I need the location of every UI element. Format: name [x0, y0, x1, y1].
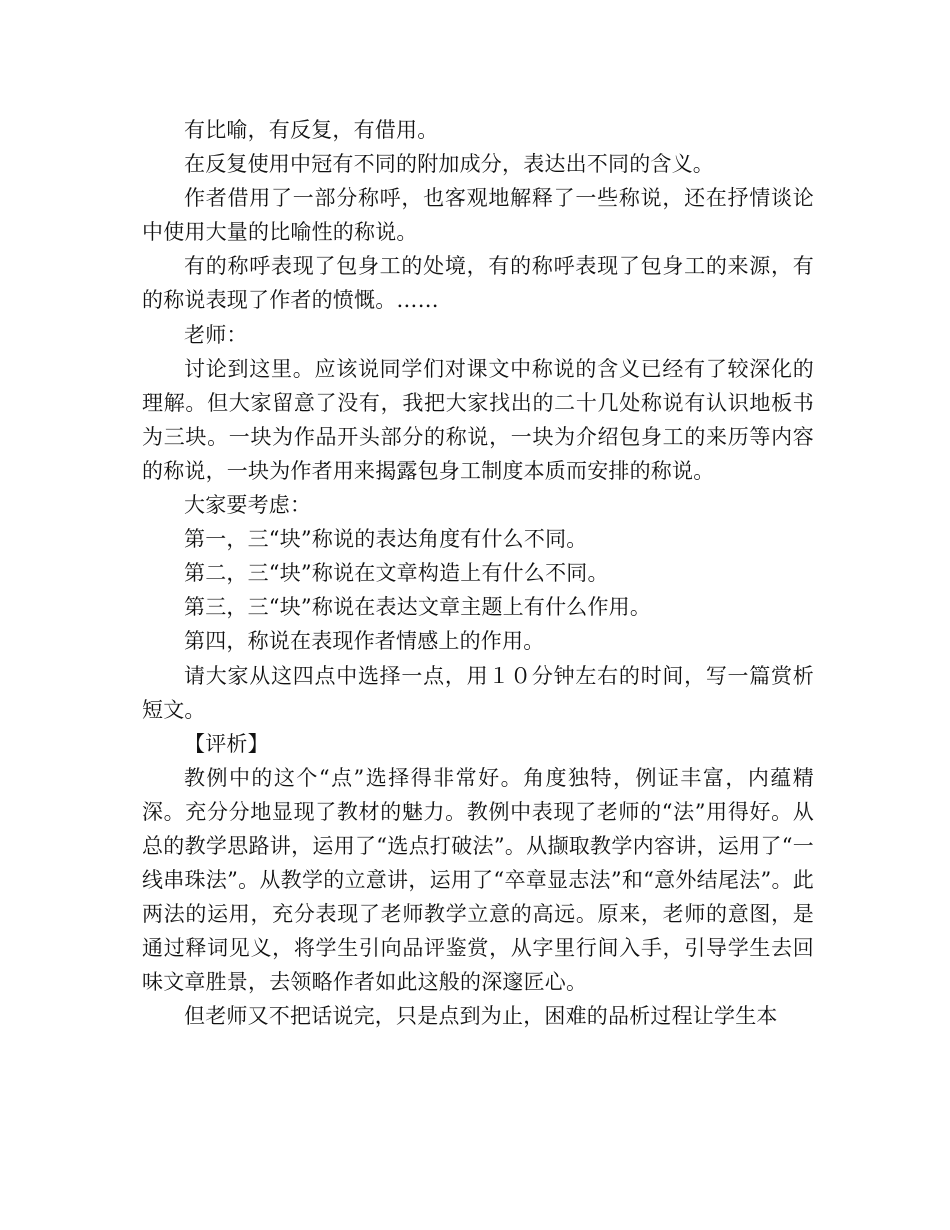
section-heading-commentary: 【评析】: [184, 731, 269, 756]
paragraph-appellations: 有的称呼表现了包身工的处境，有的称呼表现了包身工的来源，有的称说表现了作者的愤慨。……: [142, 254, 814, 313]
paragraph-repetition: 在反复使用中冠有不同的附加成分，表达出不同的含义。: [184, 152, 714, 177]
document-page: [142, 113, 814, 1034]
paragraph-point-three: 第三，三“块”称说在表达文章主题上有什么作用。: [184, 595, 652, 620]
paragraph-point-one: 第一，三“块”称说的表达角度有什么不同。: [184, 527, 588, 552]
paragraph-teacher-discussion: 讨论到这里。应该说同学们对课文中称说的含义已经有了较深化的理解。但大家留意了没有，我把大家找出的二十几处称说有认识地板书为三块。一块为作品开头部分的称说，一块为介绍包身工的来历等内容的称说，一块为作者用来揭露包身工制度本质而安排的称说。: [142, 356, 814, 483]
paragraph-teacher-label: 老师：: [184, 322, 248, 347]
paragraph-assignment: 请大家从这四点中选择一点，用１０分钟左右的时间，写一篇赏析短文。: [142, 663, 814, 722]
paragraph-closing: 但老师又不把话说完，只是点到为止，困难的品析过程让学生本: [184, 1004, 778, 1029]
paragraph-point-four: 第四，称说在表现作者情感上的作用。: [184, 629, 545, 654]
paragraph-consider-label: 大家要考虑：: [184, 493, 312, 518]
paragraph-point-two: 第二，三“块”称说在文章构造上有什么不同。: [184, 561, 609, 586]
paragraph-figures-of-speech: 有比喻，有反复，有借用。: [184, 118, 439, 142]
paragraph-borrowing: 作者借用了一部分称呼，也客观地解释了一些称说，还在抒情谈论中使用大量的比喻性的称说。: [142, 186, 814, 245]
paragraph-commentary: 教例中的这个“点”选择得非常好。角度独特，例证丰富，内蕴精深。充分分地显现了教材的魅力。教例中表现了老师的“法”用得好。从总的教学思路讲，运用了“选点打破法”。从撷取教学内容讲，运用了“一线串珠法”。从教学的立意讲，运用了“卒章显志法”和“意外结尾法”。此两法的运用，充分表现了老师教学立意的高远。原来，老师的意图，是通过释词见义，将学生引向品评鉴赏，从字里行间入手，引导学生去回味文章胜景，去领略作者如此这般的深邃匠心。: [142, 765, 814, 995]
